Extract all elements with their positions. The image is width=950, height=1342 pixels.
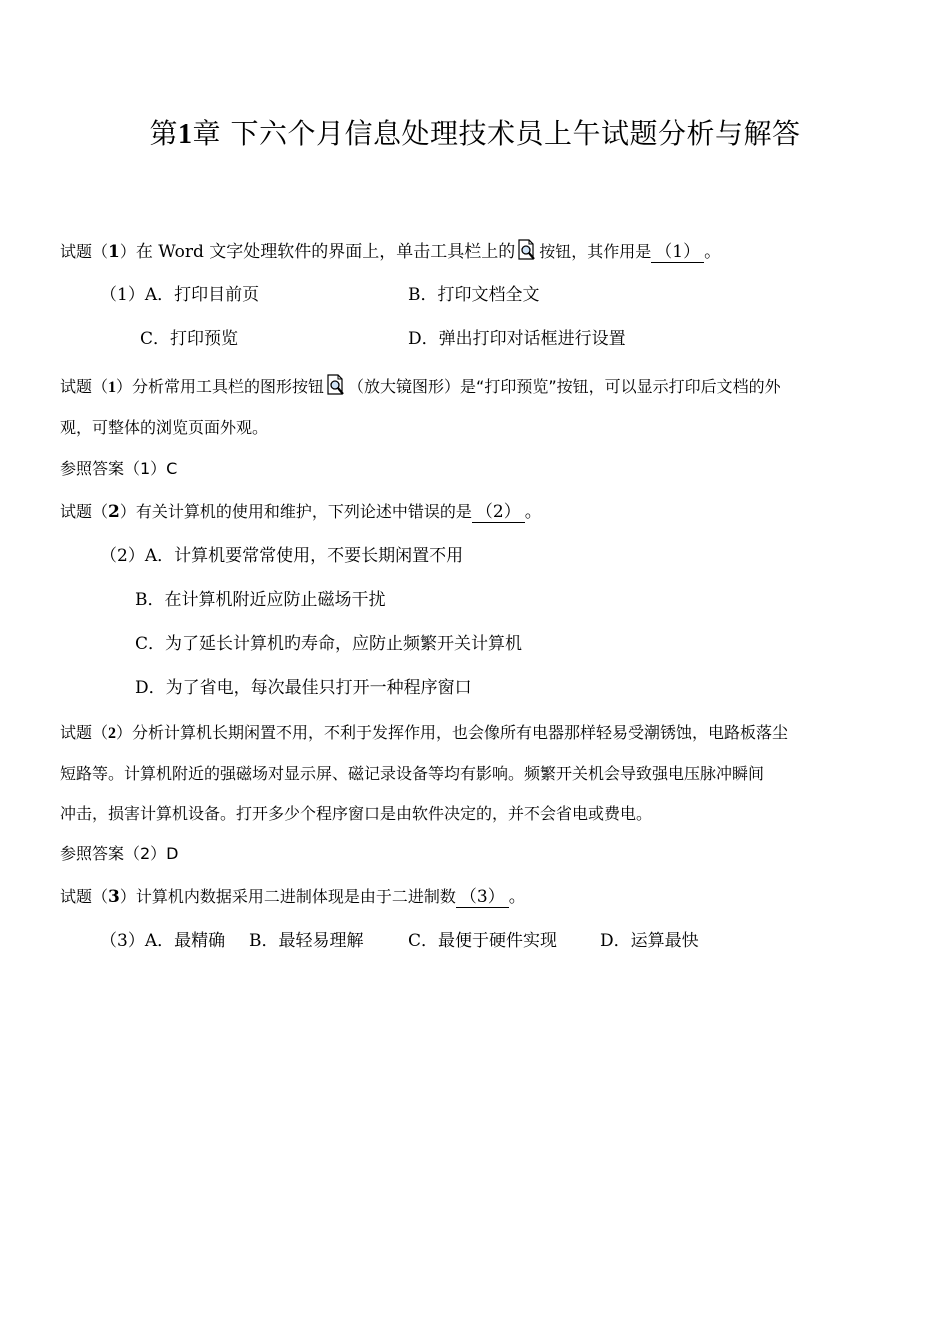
q1-analysis-line-1: 试题（1）分析常用工具栏的图形按钮 （放大镜图形）是“打印预览”按钮，可以显示打印后文档的外 bbox=[60, 374, 781, 400]
q1-option-a: （1）A．打印目前页 bbox=[100, 285, 260, 305]
q2-analysis-line-2: 短路等。计算机附近的强磁场对显示屏、磁记录设备等均有影响。频繁开关机会导致强电压脉冲瞬间 bbox=[60, 764, 765, 783]
q1-option-d: D．弹出打印对话框进行设置 bbox=[408, 329, 626, 349]
print-preview-magnifier-icon bbox=[517, 239, 537, 261]
q2-analysis-line-1: 试题（2）分析计算机长期闲置不用，不利于发挥作用，也会像所有电器那样轻易受潮锈蚀，电路板落尘 bbox=[60, 723, 789, 742]
print-preview-magnifier-icon-analysis bbox=[326, 374, 346, 396]
q1-answer: 参照答案（1）C bbox=[60, 459, 178, 478]
q1-analysis-line-2: 观，可整体的浏览页面外观。 bbox=[60, 418, 269, 437]
question-3-stem: 试题（3）计算机内数据采用二进制体现是由于二进制数 （3） 。 bbox=[60, 887, 526, 907]
q3-option-b: B．最轻易理解 bbox=[249, 931, 364, 951]
chapter-title: 第1章 下六个月信息处理技术员上午试题分析与解答 bbox=[149, 117, 801, 150]
question-1-stem: 试题（1）在 Word 文字处理软件的界面上，单击工具栏上的 按钮，其作用是 （1） 。 bbox=[60, 239, 721, 264]
q2-answer: 参照答案（2）D bbox=[60, 844, 179, 863]
q2-analysis-line-3: 冲击，损害计算机设备。打开多少个程序窗口是由软件决定的，并不会省电或费电。 bbox=[60, 804, 653, 823]
q2-option-d: D．为了省电，每次最佳只打开一种程序窗口 bbox=[135, 678, 472, 698]
answer-blank-2: （2） bbox=[472, 502, 525, 523]
q3-option-c: C．最便于硬件实现 bbox=[408, 931, 558, 951]
q3-option-d: D．运算最快 bbox=[600, 931, 699, 951]
question-2-stem: 试题（2）有关计算机的使用和维护，下列论述中错误的是 （2） 。 bbox=[60, 502, 542, 522]
q3-option-a: （3）A．最精确 bbox=[100, 931, 226, 951]
answer-blank-1: （1） bbox=[651, 242, 704, 263]
q1-option-c: C．打印预览 bbox=[140, 329, 239, 349]
q2-option-a: （2）A．计算机要常常使用，不要长期闲置不用 bbox=[100, 546, 464, 566]
q1-option-b: B．打印文档全文 bbox=[408, 285, 540, 305]
q2-option-c: C．为了延长计算机旳寿命，应防止频繁开关计算机 bbox=[135, 634, 523, 654]
answer-blank-3: （3） bbox=[456, 887, 509, 908]
q2-option-b: B．在计算机附近应防止磁场干扰 bbox=[135, 590, 386, 610]
